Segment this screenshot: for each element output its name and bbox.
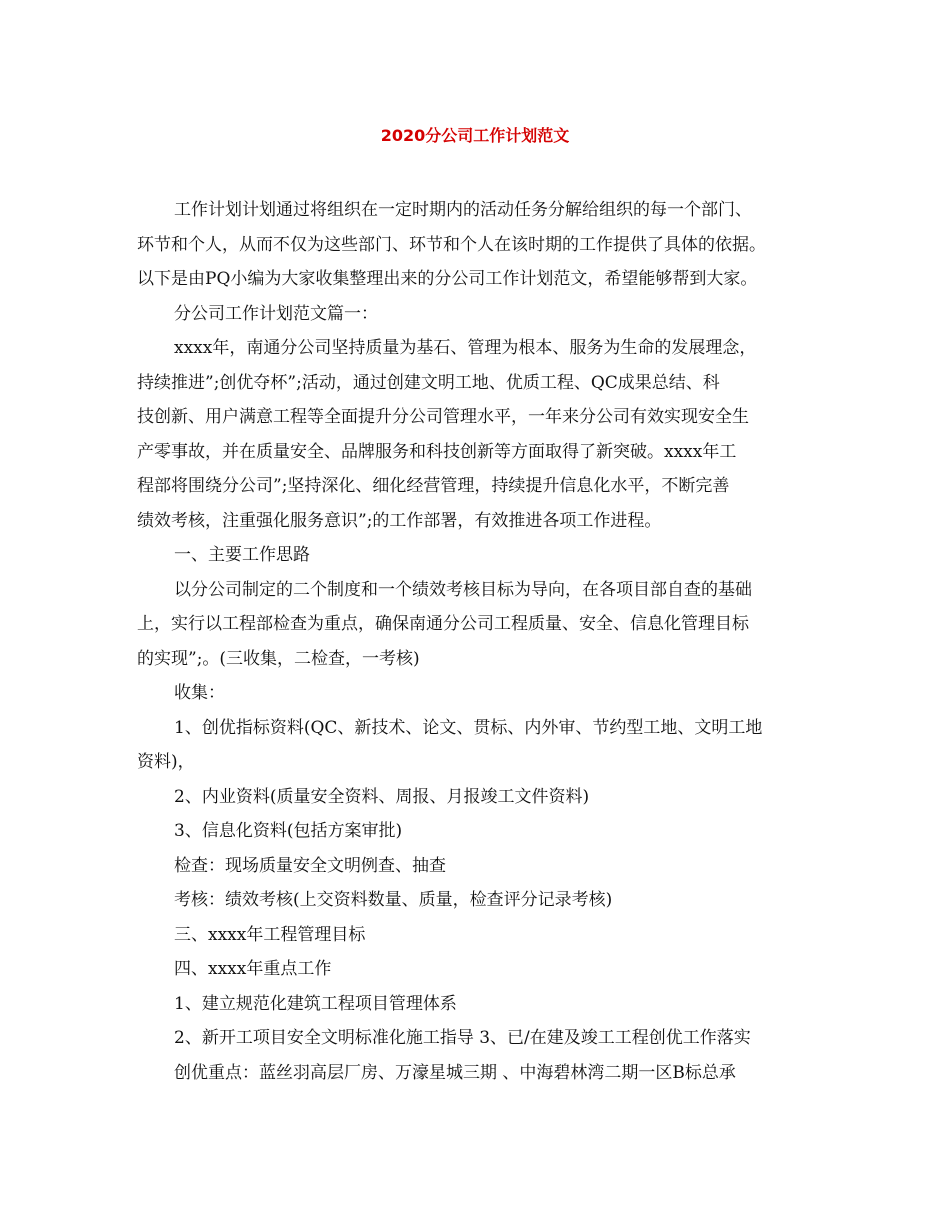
- text-line: 绩效考核，注重强化服务意识”;的工作部署，有效推进各项工作进程。: [137, 510, 662, 531]
- text-line: 环节和个人，从而不仅为这些部门、环节和个人在该时期的工作提供了具体的依据。: [137, 234, 766, 255]
- text-line: 上，实行以工程部检查为重点，确保南通分公司工程质量、安全、信息化管理目标: [137, 614, 749, 634]
- text-line: xxxx年，南通分公司坚持质量为基石、管理为根本、服务为生命的发展理念，: [174, 338, 757, 358]
- document-title: 2020分公司工作计划范文: [380, 126, 570, 145]
- text-line: 以下是由PQ小编为大家收集整理出来的分公司工作计划范文，希望能够帮到大家。: [137, 269, 758, 289]
- text-line: 收集：: [174, 683, 225, 703]
- text-line: 1、建立规范化建筑工程项目管理体系: [174, 993, 457, 1014]
- text-line: 四、xxxx年重点工作: [174, 959, 332, 979]
- text-line: 3、信息化资料(包括方案审批): [174, 821, 403, 841]
- text-line: 的实现”;。(三收集，二检查，一考核): [137, 648, 420, 669]
- text-line: 以分公司制定的二个制度和一个绩效考核目标为导向，在各项目部自查的基础: [174, 579, 752, 600]
- text-line: 分公司工作计划范文篇一：: [174, 303, 378, 324]
- text-line: 创优重点：蓝丝羽高层厂房、万濠星城三期 、中海碧林湾二期一区B标总承: [174, 1062, 736, 1083]
- text-line: 一、主要工作思路: [174, 545, 310, 565]
- document-body: [137, 193, 817, 1090]
- text-line: 持续推进”;创优夺杯”;活动，通过创建文明工地、优质工程、QC成果总结、科: [137, 372, 720, 393]
- text-line: 2、内业资料(质量安全资料、周报、月报竣工文件资料): [174, 786, 590, 807]
- text-line: 三、xxxx年工程管理目标: [174, 924, 366, 945]
- text-line: 检查：现场质量安全文明例查、抽查: [174, 855, 446, 876]
- text-line: 产零事故，并在质量安全、品牌服务和科技创新等方面取得了新突破。xxxx年工: [137, 441, 737, 462]
- text-line: 技创新、用户满意工程等全面提升分公司管理水平，一年来分公司有效实现安全生: [137, 407, 749, 427]
- text-line: 程部将围绕分公司”;坚持深化、细化经营管理，持续提升信息化水平，不断完善: [137, 476, 730, 496]
- text-line: 2、新开工项目安全文明标准化施工指导 3、已/在建及竣工工程创优工作落实: [174, 1028, 751, 1048]
- text-line: 工作计划计划通过将组织在一定时期内的活动任务分解给组织的每一个部门、: [174, 200, 752, 220]
- text-line: 1、创优指标资料(QC、新技术、论文、贯标、内外审、节约型工地、文明工地: [174, 717, 763, 738]
- text-line: 考核：绩效考核(上交资料数量、质量，检查评分记录考核): [174, 890, 613, 910]
- text-line: 资料)，: [137, 752, 195, 772]
